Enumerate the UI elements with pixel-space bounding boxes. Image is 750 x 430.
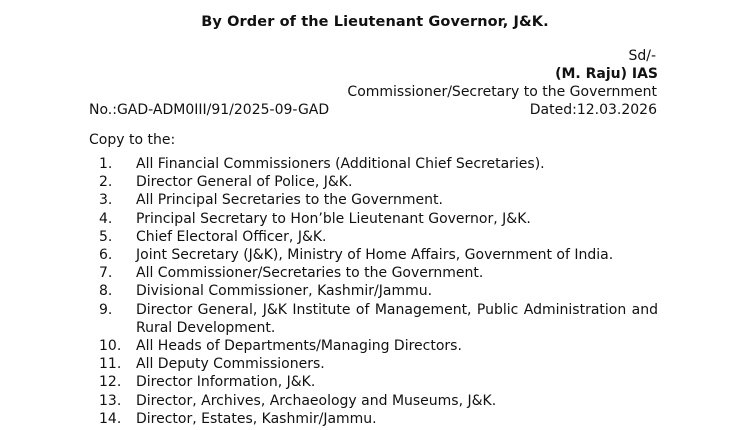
list-item-number: 1. [99, 156, 113, 172]
copy-to-label: Copy to the: [89, 132, 176, 148]
list-item-number: 6. [99, 247, 113, 264]
list-item-number: 8. [99, 283, 113, 300]
signatory-designation: Commissioner/Secretary to the Government [347, 84, 657, 100]
list-item [99, 337, 658, 355]
reference-date: Dated:12.03.2026 [529, 102, 657, 118]
list-item-text: All Deputy Commissioners. [136, 356, 325, 373]
signature-sd: Sd/- [628, 48, 656, 64]
order-line: By Order of the Lieutenant Governor, J&K. [201, 14, 549, 30]
list-item-number: 10. [99, 338, 122, 355]
reference-number: No.:GAD-ADM0III/91/2025-09-GAD [89, 102, 330, 118]
list-item-number: 4. [99, 210, 113, 227]
list-item [99, 282, 658, 300]
signatory-name: (M. Raju) IAS [555, 66, 658, 82]
list-item [99, 155, 658, 173]
copy-list [99, 155, 658, 428]
list-item-text: Divisional Commissioner, Kashmir/Jammu. [136, 283, 433, 300]
list-item-text: Joint Secretary (J&K), Ministry of Home Affairs, Government of India. [136, 247, 614, 264]
list-item-number: 11. [99, 356, 122, 373]
list-item [99, 228, 658, 246]
list-item [99, 392, 658, 410]
list-item-number: 3. [99, 192, 113, 209]
list-item-text: Principal Secretary to Hon’ble Lieutenant Governor, J&K. [136, 210, 531, 227]
list-item-text: Chief Electoral Officer, J&K. [136, 228, 327, 245]
list-item-number: 12. [99, 374, 122, 391]
list-item-text: Director, Archives, Archaeology and Museums, J&K. [136, 392, 497, 409]
list-item-number: 5. [99, 228, 113, 245]
list-item [99, 173, 658, 191]
list-item-text: Director General, J&K Institute of Management, Public Administration and Rural Development. [136, 301, 658, 336]
list-item-text: Director General of Police, J&K. [136, 174, 353, 191]
reference-row [89, 102, 657, 118]
list-item [99, 355, 658, 373]
list-item-text: All Financial Commissioners (Additional Chief Secretaries). [136, 156, 545, 172]
list-item [99, 373, 658, 391]
list-item-number: 7. [99, 265, 113, 282]
list-item-number: 9. [99, 301, 113, 318]
list-item-number: 13. [99, 392, 122, 409]
list-item-number: 14. [99, 410, 122, 427]
list-item [99, 264, 658, 282]
list-item [99, 410, 658, 428]
list-item [99, 301, 658, 337]
list-item [99, 210, 658, 228]
list-item-text: All Commissioner/Secretaries to the Government. [136, 265, 484, 282]
list-item-text: All Heads of Departments/Managing Directors. [136, 338, 462, 355]
list-item-number: 2. [99, 174, 113, 191]
list-item-text: Director, Estates, Kashmir/Jammu. [136, 410, 377, 427]
list-item-text: All Principal Secretaries to the Government. [136, 192, 443, 209]
list-item-text: Director Information, J&K. [136, 374, 316, 391]
list-item [99, 246, 658, 264]
list-item [99, 191, 658, 209]
cropped-top-text [88, 0, 648, 5]
